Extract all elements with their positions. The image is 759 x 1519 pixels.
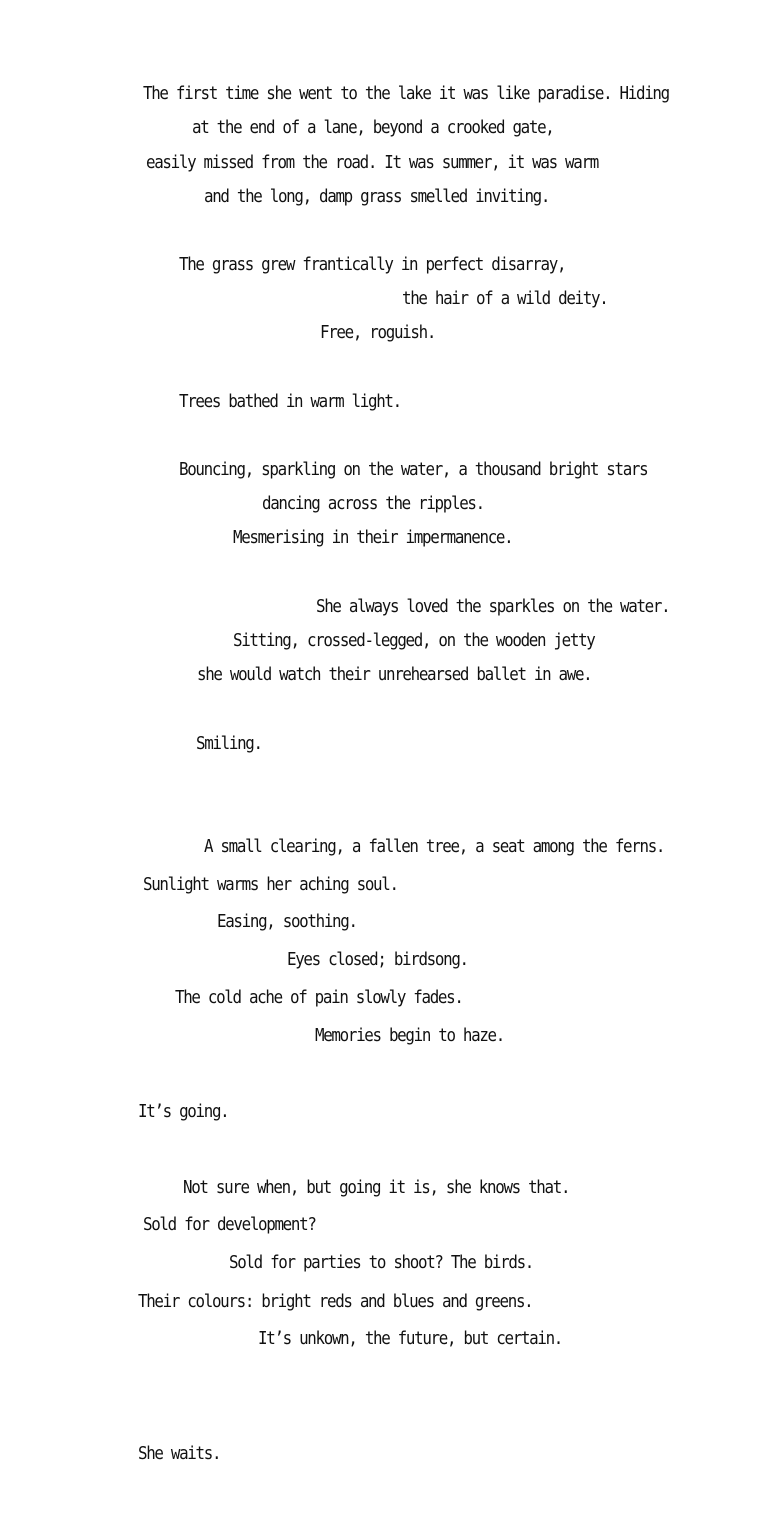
poem-line: It’s unkown, the future, but certain.: [258, 1328, 563, 1349]
poem-line: She waits.: [138, 1443, 221, 1464]
poem-line: A small clearing, a fallen tree, a seat among the ferns.: [204, 836, 665, 857]
poem-line: Not sure when, but going it is, she knows that.: [183, 1177, 570, 1198]
poem-line: Easing, soothing.: [217, 911, 357, 932]
poem-line: Bouncing, sparkling on the water, a thousand bright stars: [179, 459, 648, 480]
poem-line: at the end of a lane, beyond a crooked gate,: [192, 117, 554, 138]
poem-line: The first time she went to the lake it was like paradise. Hiding: [143, 83, 669, 104]
poem-line: Free, roguish.: [320, 322, 436, 343]
poem-line: Trees bathed in warm light.: [179, 391, 401, 412]
poem-line: It’s going.: [138, 1101, 229, 1122]
poem-line: She always loved the sparkles on the water.: [316, 596, 670, 617]
poem-line: she would watch their unrehearsed ballet in awe.: [197, 664, 592, 685]
poem-line: Mesmerising in their impermanence.: [233, 527, 513, 548]
poem-line: and the long, damp grass smelled inviting.: [204, 186, 550, 207]
poem-line: Memories begin to haze.: [315, 1025, 504, 1046]
poem-line: The grass grew frantically in perfect disarray,: [179, 254, 566, 275]
poem-line: Sitting, crossed-legged, on the wooden jetty: [233, 630, 595, 651]
poem-line: Their colours: bright reds and blues and greens.: [138, 1291, 533, 1312]
poem-line: The cold ache of pain slowly fades.: [175, 987, 463, 1008]
poem-line: Sold for parties to shoot? The birds.: [229, 1252, 534, 1273]
poem-line: easily missed from the road. It was summer, it was warm: [146, 152, 598, 173]
poem-line: Sunlight warms her aching soul.: [143, 874, 398, 895]
poem-line: Sold for development?: [143, 1214, 316, 1235]
poem-line: Smiling.: [196, 733, 262, 754]
poem-line: the hair of a wild deity.: [402, 288, 608, 309]
poem-line: Eyes closed; birdsong.: [287, 949, 468, 970]
poem-line: dancing across the ripples.: [262, 493, 484, 514]
